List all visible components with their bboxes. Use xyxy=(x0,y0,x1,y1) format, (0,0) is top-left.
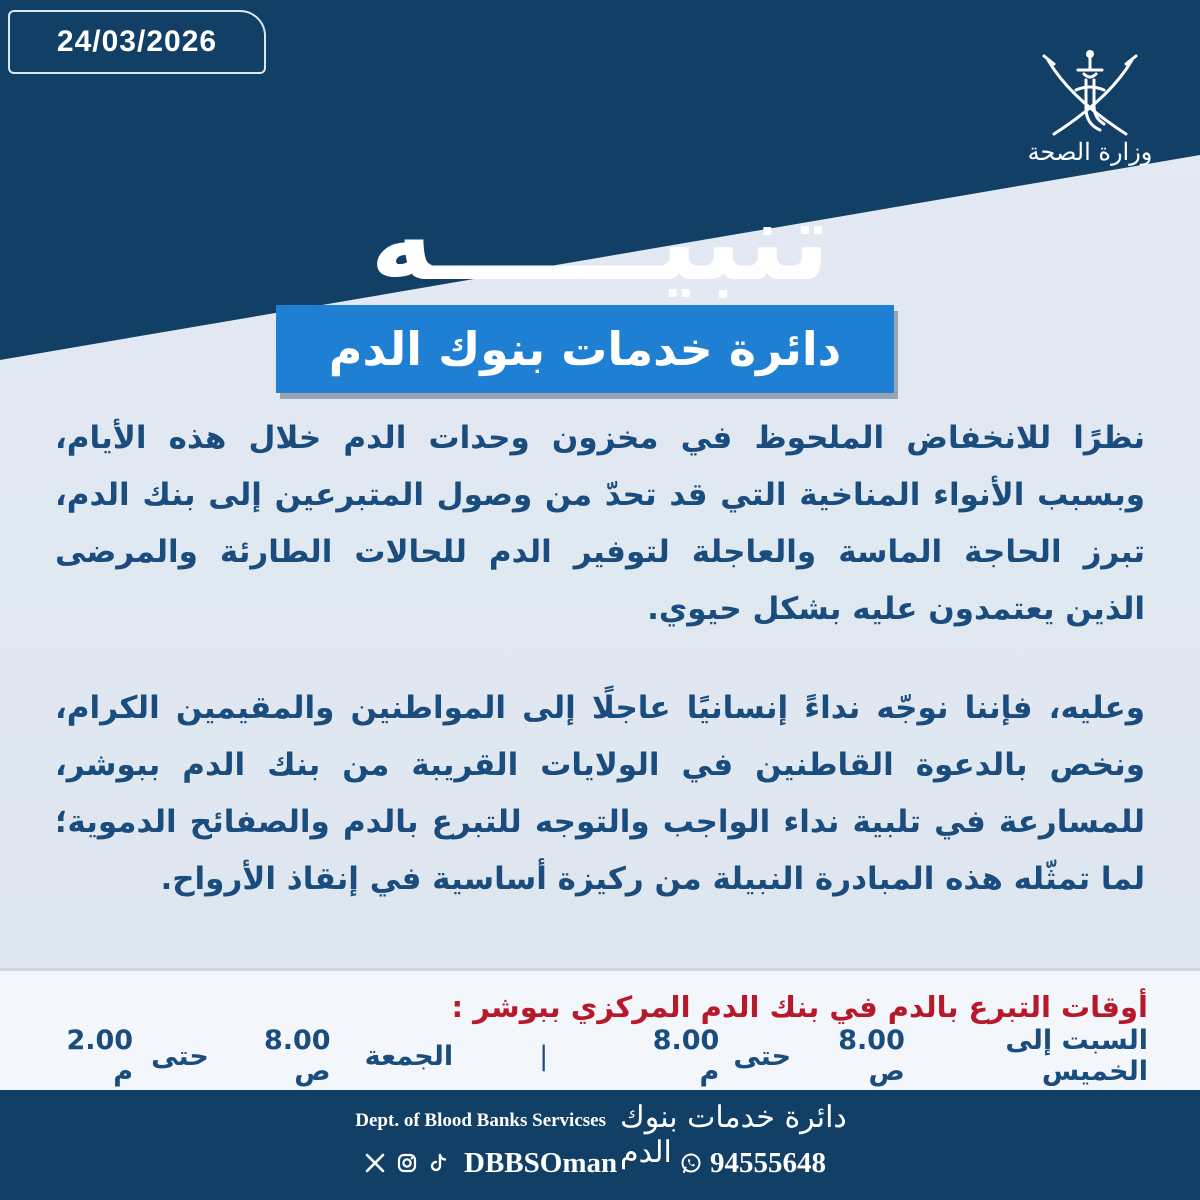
friday-until-word: حتى xyxy=(151,1040,209,1072)
weekdays-until-word: حتى xyxy=(733,1040,792,1072)
donation-times-heading: أوقات التبرع بالدم في بنك الدم المركزي ببوشر : xyxy=(451,990,1148,1024)
tiktok-icon[interactable] xyxy=(428,1152,450,1174)
whatsapp-icon[interactable] xyxy=(680,1152,702,1174)
instagram-icon[interactable] xyxy=(396,1152,418,1174)
friday-label: الجمعة xyxy=(364,1040,454,1072)
friday-from: 8.00 ص xyxy=(263,1025,331,1087)
social-handle[interactable]: DBBSOman xyxy=(464,1146,618,1179)
weekdays-label: السبت إلى الخميس xyxy=(1005,1025,1148,1087)
body-paragraph-2: وعليه، فإننا نوجّه نداءً إنسانيًا عاجلًا إلى المواطنين والمقيمين الكرام، ونخص بالدعوة القاطنين في الولايات القريبة من بنك الدم ببوشر، للمسارعة في تلبية نداء الواجب والتوجه للتبرع بالدم والصفائح الدموية؛ لما تمثّله هذه المبادرة النبيلة من ركيزة أساسية في إنقاذ الأرواح. xyxy=(55,690,1145,897)
subtitle-text: دائرة خدمات بنوك الدم xyxy=(328,322,842,376)
friday-to: 2.00 م xyxy=(66,1025,134,1087)
footer-dept-english: Dept. of Blood Banks Servicses xyxy=(355,1110,606,1131)
x-icon[interactable] xyxy=(364,1152,386,1174)
donation-times-row xyxy=(48,1025,1148,1087)
subtitle-banner xyxy=(276,305,894,393)
weekdays-from: 8.00 ص xyxy=(838,1025,905,1087)
page-title: تنبيــــــه xyxy=(370,180,830,305)
date-badge: 24/03/2026 xyxy=(8,10,266,74)
times-separator: | xyxy=(539,1040,549,1072)
phone-number[interactable]: 94555648 xyxy=(710,1146,826,1179)
weekdays-to: 8.00 م xyxy=(652,1025,720,1087)
footer-dept-arabic: دائرة خدمات بنوك الدم xyxy=(620,1100,847,1170)
body-paragraph-1: نظرًا للانخفاض الملحوظ في مخزون وحدات الدم خلال هذه الأيام، وبسبب الأنواء المناخية التي قد تحدّ من وصول المتبرعين إلى بنك الدم، تبرز الحاجة الماسة والعاجلة لتوفير الدم للحالات الطارئة والمرضى الذين يعتمدون عليه بشكل حيوي. xyxy=(55,420,1145,627)
ministry-label: وزارة الصحة xyxy=(1027,138,1153,166)
phone-contact xyxy=(680,1146,826,1180)
social-links xyxy=(364,1146,617,1180)
footer xyxy=(0,1090,1200,1200)
